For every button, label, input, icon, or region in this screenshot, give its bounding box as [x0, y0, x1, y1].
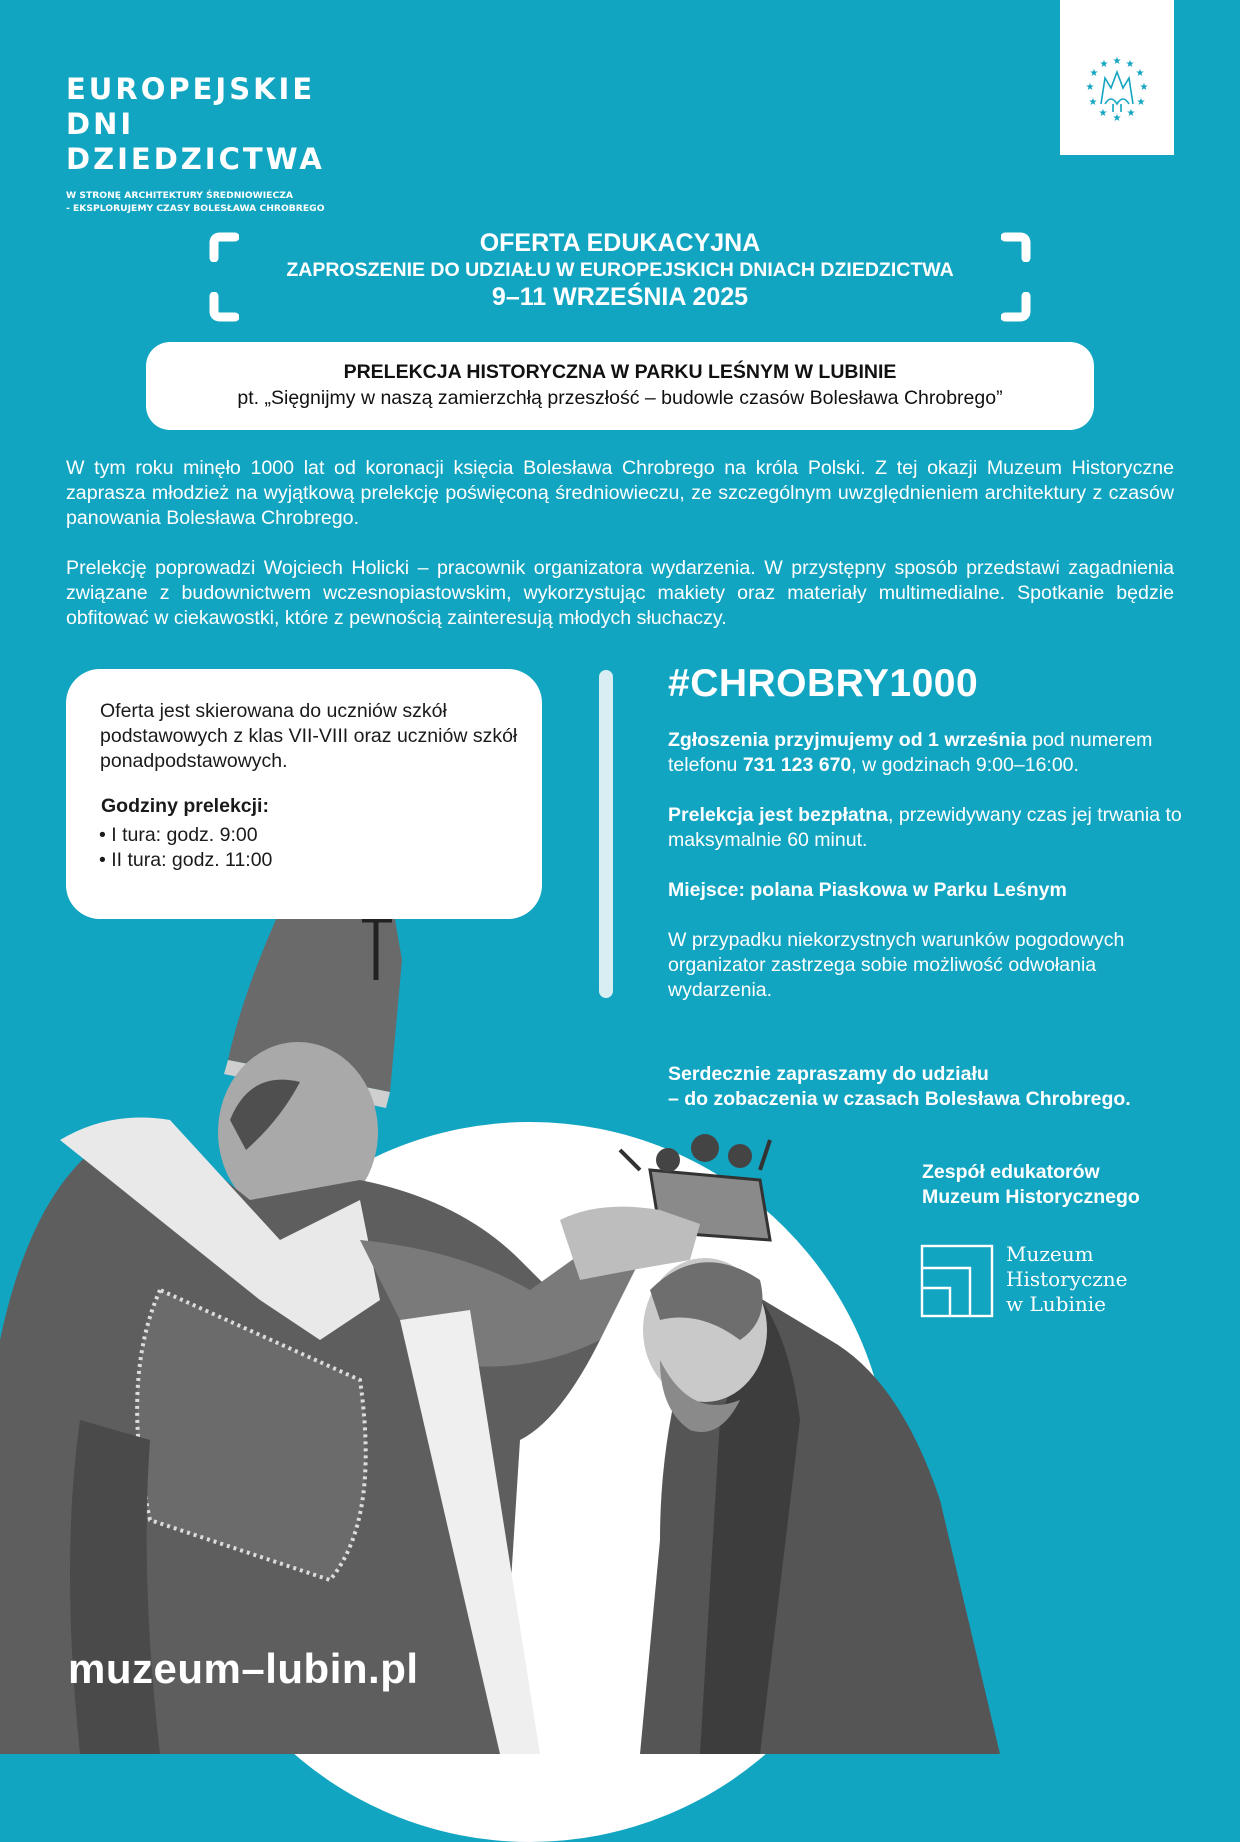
phone-number: 731 123 670: [742, 754, 852, 776]
museum-logo-icon: [920, 1244, 994, 1318]
duration-text: , przewidywany czas jej trwania to maksymalnie 60 minut.: [668, 804, 1182, 851]
logo-line-2: DNI: [66, 107, 135, 141]
offer-invitation: ZAPROSZENIE DO UDZIAŁU W EUROPEJSKICH DNIACH DZIEDZICTWA: [286, 259, 954, 281]
lecture-hours-list: [99, 823, 272, 873]
museum-name-line-1: Muzeum: [1006, 1242, 1094, 1266]
svg-text:★: ★: [1112, 113, 1122, 124]
list-item: • I tura: godz. 9:00: [99, 824, 258, 846]
fee-paragraph: [668, 803, 1188, 853]
svg-text:★: ★: [1126, 108, 1136, 119]
logo-subtitle-line-2: - EKSPLORUJEMY CZASY BOLESŁAWA CHROBREGO: [66, 203, 325, 214]
website-url: muzeum–lubin.pl: [68, 1645, 419, 1692]
corner-bracket-bottom-left: [209, 292, 239, 322]
museum-name-line-2: Historyczne: [1006, 1267, 1128, 1291]
museum-name-line-3: w Lubinie: [1006, 1292, 1106, 1316]
corner-bracket-top-left: [209, 232, 239, 262]
free-admission: Prelekcja jest bezpłatna: [668, 804, 889, 826]
svg-text:★: ★: [1139, 82, 1149, 93]
svg-text:★: ★: [1098, 108, 1108, 119]
kneeling-man-figure: [640, 1258, 1000, 1754]
svg-text:★: ★: [1136, 97, 1146, 108]
ehd-emblem-badge: [1060, 0, 1174, 155]
offer-date: 9–11 WRZEŚNIA 2025: [491, 283, 749, 311]
signature-line-2: Muzeum Historycznego: [922, 1186, 1140, 1208]
svg-text:★: ★: [1085, 82, 1095, 93]
logo-subtitle: [66, 189, 366, 215]
offer-title-block: [205, 228, 1035, 314]
lecture-hours-title: Godziny prelekcji:: [101, 795, 269, 817]
logo-line-1: EUROPEJSKIE: [66, 72, 316, 106]
star-ring-icon: [1077, 54, 1157, 134]
svg-text:★: ★: [1135, 68, 1145, 79]
signature: [922, 1160, 1140, 1210]
vertical-divider: [599, 670, 613, 998]
registration-text: pod numerem telefonu: [668, 729, 1153, 776]
museum-name: [1006, 1242, 1128, 1317]
lecture-subtitle: pt. „Sięgnijmy w naszą zamierzchłą przeszłość – budowle czasów Bolesława Chrobrego”: [237, 387, 1003, 409]
registration-start: Zgłoszenia przyjmujemy od 1 września: [668, 729, 1027, 751]
weather-disclaimer: W przypadku niekorzystnych warunków pogodowych organizator zastrzega sobie możliwość odwołania wydarzenia.: [668, 929, 1125, 1001]
logo-line-3: DZIEDZICTWA: [66, 142, 325, 176]
svg-text:★: ★: [1125, 59, 1135, 70]
svg-text:★: ★: [1099, 59, 1109, 70]
list-item: • II tura: godz. 11:00: [99, 849, 273, 871]
edd-logo: [66, 72, 366, 215]
museum-logo: [920, 1242, 1160, 1318]
offer-title: OFERTA EDUKACYJNA: [479, 229, 761, 257]
corner-bracket-top-right: [1001, 232, 1031, 262]
logo-subtitle-line-1: W STRONĘ ARCHITEKTURY ŚREDNIOWIECZA: [66, 190, 293, 201]
svg-text:★: ★: [1088, 97, 1098, 108]
svg-text:★: ★: [1089, 68, 1099, 79]
greeting-line-2: – do zobaczenia w czasach Bolesława Chrobrego.: [668, 1088, 1131, 1110]
intro-paragraph-1: W tym roku minęło 1000 lat od koronacji księcia Bolesława Chrobrego na króla Polski. Z tej okazji Muzeum Historyczne zaprasza młodzież na wyjątkową prelekcję poświęconą średniowieczu, ze szczególnym uwzględnieniem architektury z czasów panowania Bolesława Chrobrego.: [66, 457, 1174, 529]
registration-details: [668, 728, 1188, 1028]
audience-info-card: [66, 669, 542, 919]
audience-text: Oferta jest skierowana do uczniów szkół podstawowych z klas VII-VIII oraz uczniów szkół ponadpodstawowych.: [100, 700, 518, 772]
venue-text: Miejsce: polana Piaskowa w Parku Leśnym: [668, 879, 1067, 901]
intro-text: [66, 456, 1174, 656]
lecture-title: PRELEKCJA HISTORYCZNA W PARKU LEŚNYM W LUBINIE: [343, 361, 897, 383]
svg-text:★: ★: [1112, 56, 1122, 67]
corner-bracket-bottom-right: [1001, 292, 1031, 322]
signature-line-1: Zespół edukatorów: [922, 1161, 1100, 1183]
lecture-title-box: [146, 342, 1094, 430]
greeting-text: [668, 1062, 1131, 1112]
registration-hours: , w godzinach 9:00–16:00.: [851, 754, 1079, 776]
greeting-line-1: Serdecznie zapraszamy do udziału: [668, 1063, 989, 1085]
intro-paragraph-2: Prelekcję poprowadzi Wojciech Holicki – pracownik organizatora wydarzenia. W przystępny sposób przedstawi zagadnienia związane z budownictwem wczesnopiastowskim, wykorzystując makiety oraz materiały multimedialne. Spotkanie będzie obfitować w ciekawostki, które z pewnością zainteresują młodych słuchaczy.: [66, 557, 1174, 629]
registration-paragraph: [668, 728, 1188, 778]
hashtag-heading: #CHROBRY1000: [668, 662, 979, 705]
bishop-figure: [0, 820, 700, 1754]
